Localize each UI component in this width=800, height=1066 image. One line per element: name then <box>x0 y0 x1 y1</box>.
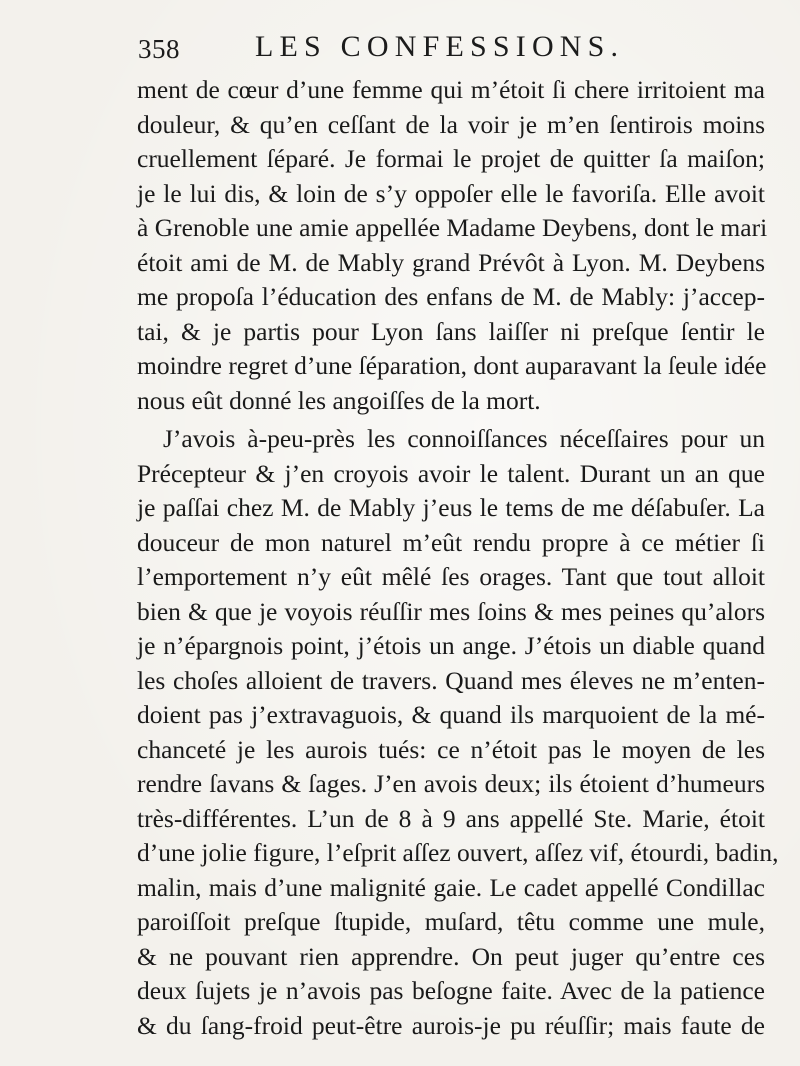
text-line: Précepteur & j’en croyois avoir le talent. Durant un an que <box>137 458 765 488</box>
text-line: les choſes alloient de travers. Quand mes éleves ne m’enten- <box>137 665 765 695</box>
text-line: je le lui dis, & loin de s’y oppoſer elle le favoriſa. Elle avoit <box>137 178 765 208</box>
running-title: LES CONFESSIONS. <box>255 30 625 63</box>
body-text <box>137 73 779 1043</box>
text-line: & ne pouvant rien apprendre. On peut juger qu’entre ces <box>137 941 765 971</box>
text-line: rendre ſavans & ſages. J’en avois deux; ils étoient d’humeurs <box>137 769 765 798</box>
text-line: me propoſa l’éducation des enfans de M. de Mably: j’accep- <box>137 282 765 311</box>
text-line: paroiſſoit preſque ſtupide, muſard, têtu comme une mule, <box>137 907 765 936</box>
text-line: très-différentes. L’un de 8 à 9 ans appellé Ste. Marie, étoit <box>137 803 765 833</box>
page-number: 358 <box>138 34 180 64</box>
text-line: deux ſujets je n’avois pas beſogne faite. Avec de la patience <box>137 976 765 1005</box>
text-line: je paſſai chez M. de Mably j’eus le tems de me déſabuſer. La <box>137 493 765 522</box>
text-line: à Grenoble une amie appellée Madame Deybens, dont le mari <box>137 213 768 242</box>
text-line: je n’épargnois point, j’étois un ange. J’étois un diable quand <box>137 631 765 660</box>
text-line: chanceté je les aurois tués: ce n’étoit pas le moyen de les <box>137 734 765 764</box>
text-line: bien & que je voyois réuſſir mes ſoins & mes peines qu’alors <box>137 596 765 626</box>
text-line: d’une jolie figure, l’eſprit aſſez ouvert, aſſez vif, étourdi, badin, <box>137 838 779 867</box>
text-line: tai, & je partis pour Lyon ſans laiſſer ni preſque ſentir le <box>137 316 765 346</box>
text-line: l’emportement n’y eût mêlé ſes orages. Tant que tout alloit <box>137 562 765 591</box>
text-line: douceur de mon naturel m’eût rendu propre à ce métier ſi <box>137 527 765 557</box>
text-line: ment de cœur d’une femme qui m’étoit ſi chere irritoient ma <box>137 75 765 104</box>
text-line: malin, mais d’une malignité gaie. Le cadet appellé Condillac <box>137 872 765 902</box>
text-line: étoit ami de M. de Mably grand Prévôt à Lyon. M. Deybens <box>137 247 765 277</box>
text-line: nous eût donné les angoiſſes de la mort. <box>137 385 541 415</box>
text-line: J’avois à-peu-près les connoiſſances néceſſaires pour un <box>163 424 765 453</box>
text-line: cruellement ſéparé. Je formai le projet de quitter ſa maiſon; <box>137 144 765 173</box>
text-line: doient pas j’extravaguois, & quand ils marquoient de la mé- <box>137 700 765 729</box>
text-line: moindre regret d’une ſéparation, dont auparavant la ſeule idée <box>137 351 767 380</box>
text-line: douleur, & qu’en ceſſant de la voir je m’en ſentirois moins <box>137 109 765 139</box>
text-line: & du ſang-froid peut-être aurois-je pu réuſſir; mais faute de <box>137 1010 765 1040</box>
